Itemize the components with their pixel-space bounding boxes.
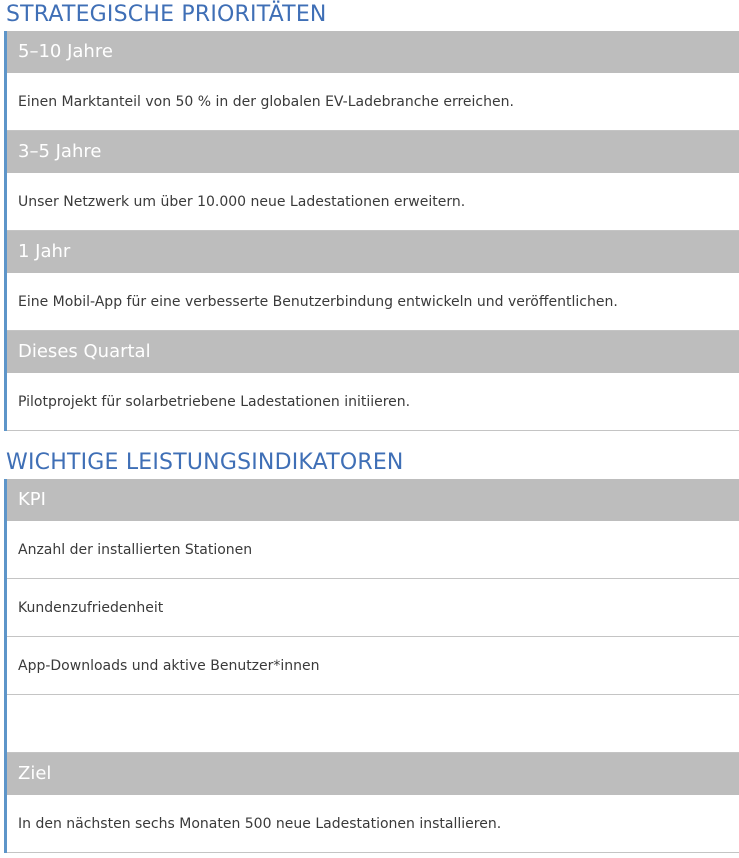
priority-text: Eine Mobil-App für eine verbesserte Benutzerbindung entwickeln und veröffentlichen. xyxy=(7,273,739,331)
kpi-row: Kundenzufriedenheit xyxy=(7,579,739,637)
priority-header: Dieses Quartal xyxy=(7,331,739,373)
kpi-table xyxy=(4,479,739,853)
priority-text: Unser Netzwerk um über 10.000 neue Ladestationen erweitern. xyxy=(7,173,739,231)
kpi-row-empty xyxy=(7,695,739,753)
kpi-row: Anzahl der installierten Stationen xyxy=(7,521,739,579)
priority-header: 1 Jahr xyxy=(7,231,739,273)
kpi-row: App-Downloads und aktive Benutzer*innen xyxy=(7,637,739,695)
kpi-section-title: WICHTIGE LEISTUNGSINDIKATOREN xyxy=(6,450,404,475)
priority-header: 3–5 Jahre xyxy=(7,131,739,173)
goal-text: In den nächsten sechs Monaten 500 neue Ladestationen installieren. xyxy=(7,795,739,853)
goal-header: Ziel xyxy=(7,753,739,795)
priority-text: Einen Marktanteil von 50 % in der globalen EV-Ladebranche erreichen. xyxy=(7,73,739,131)
strategic-priorities-title: STRATEGISCHE PRIORITÄTEN xyxy=(6,2,327,27)
priority-text: Pilotprojekt für solarbetriebene Ladestationen initiieren. xyxy=(7,373,739,431)
priority-block-3-5-years xyxy=(4,131,739,231)
priority-block-5-10-years xyxy=(4,31,739,131)
kpi-header: KPI xyxy=(7,479,739,521)
priority-block-1-year xyxy=(4,231,739,331)
priority-header: 5–10 Jahre xyxy=(7,31,739,73)
priority-block-this-quarter xyxy=(4,331,739,431)
